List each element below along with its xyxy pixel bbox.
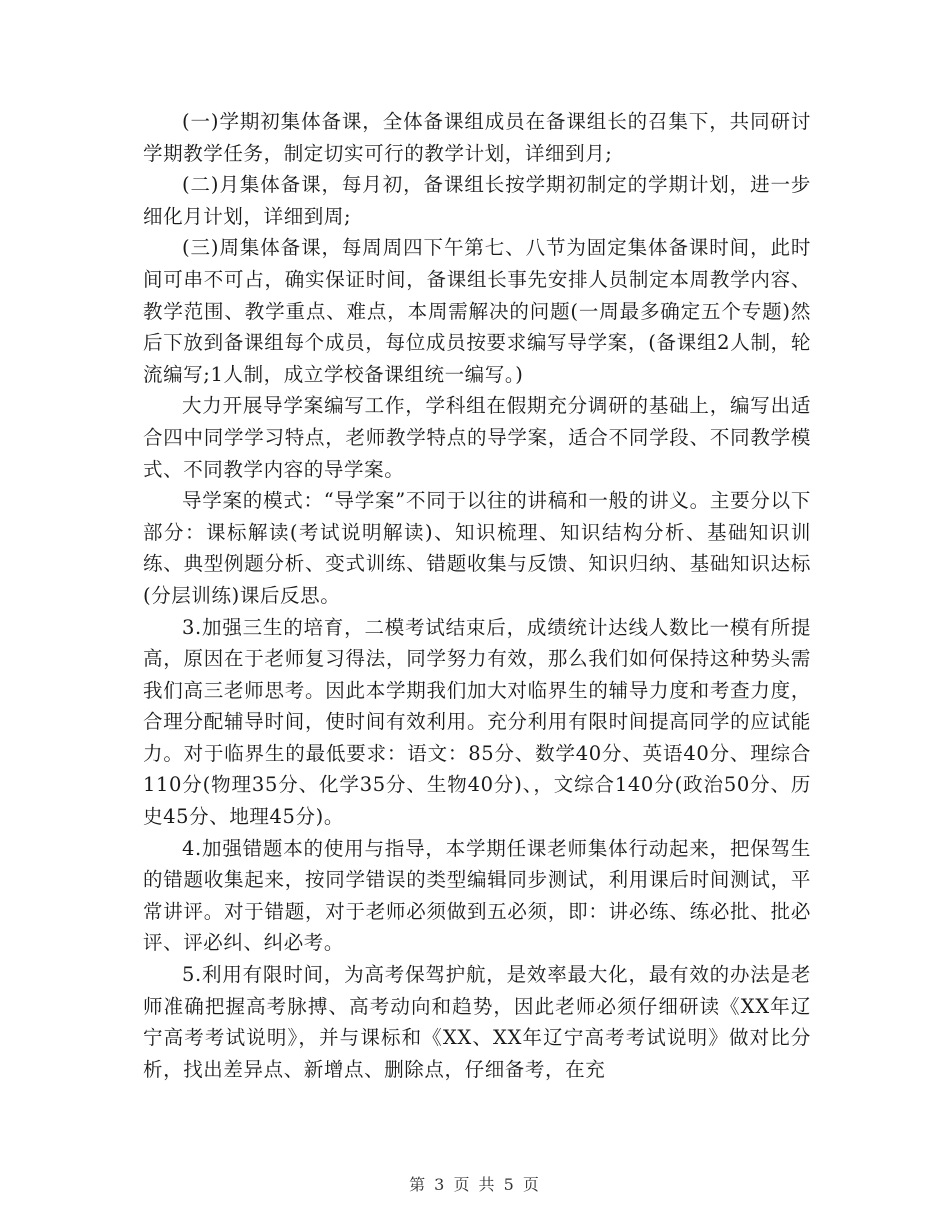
paragraph-weekly-prep: (三)周集体备课，每周周四下午第七、八节为固定集体备课时间，此时间可串不可占，确实保证时间，备课组长事先安排人员制定本周教学内容、教学范围、教学重点、难点，本周需解决的问题(一周最多确定五个专题)然后下放到备课组每个成员，每位成员按要求编写导学案，(备课组2人制，轮流编写;1人制，成立学校备课组统一编写。) bbox=[143, 236, 811, 386]
paragraph-item-5: 5.利用有限时间，为高考保驾护航，是效率最大化，最有效的办法是老师准确把握高考脉搏、高考动向和趋势，因此老师必须仔细研读《XX年辽宁高考考试说明》，并与课标和《XX、XX年辽宁高考考试说明》做对比分析，找出差异点、新增点、删除点，仔细备考，在充 bbox=[143, 963, 811, 1081]
paragraph-monthly-prep: (二)月集体备课，每月初，备课组长按学期初制定的学期计划，进一步细化月计划，详细到周; bbox=[143, 173, 811, 228]
page-number-footer: 第 3 页 共 5 页 bbox=[409, 1175, 541, 1194]
paragraph-guide-mode: 导学案的模式：“导学案”不同于以往的讲稿和一般的讲义。主要分以下部分：课标解读(考试说明解读)、知识梳理、知识结构分析、基础知识训练、典型例题分析、变式训练、错题收集与反馈、知识归纳、基础知识达标(分层训练)课后反思。 bbox=[143, 489, 811, 607]
paragraph-guide-writing: 大力开展导学案编写工作，学科组在假期充分调研的基础上，编写出适合四中同学学习特点，老师教学特点的导学案，适合不同学段、不同教学模式、不同教学内容的导学案。 bbox=[143, 394, 811, 481]
paragraph-semester-prep: (一)学期初集体备课，全体备课组成员在备课组长的召集下，共同研讨学期教学任务，制定切实可行的教学计划，详细到月; bbox=[143, 110, 811, 165]
paragraph-item-3: 3.加强三生的培育，二模考试结束后，成绩统计达线人数比一模有所提高，原因在于老师复习得法，同学努力有效，那么我们如何保持这种势头需我们高三老师思考。因此本学期我们加大对临界生的辅导力度和考查力度，合理分配辅导时间，使时间有效利用。充分利用有限时间提高同学的应试能力。对于临界生的最低要求：语文：85分、数学40分、英语40分、理综合110分(物理35分、化学35分、生物40分)、，文综合140分(政治50分、历史45分、地理45分)。 bbox=[143, 615, 811, 829]
document-body bbox=[143, 106, 811, 1085]
paragraph-item-4: 4.加强错题本的使用与指导，本学期任课老师集体行动起来，把保驾生的错题收集起来，按同学错误的类型编辑同步测试，利用课后时间测试，平常讲评。对于错题，对于老师必须做到五必须，即：讲必练、练必批、批必评、评必纠、纠必考。 bbox=[143, 836, 811, 955]
